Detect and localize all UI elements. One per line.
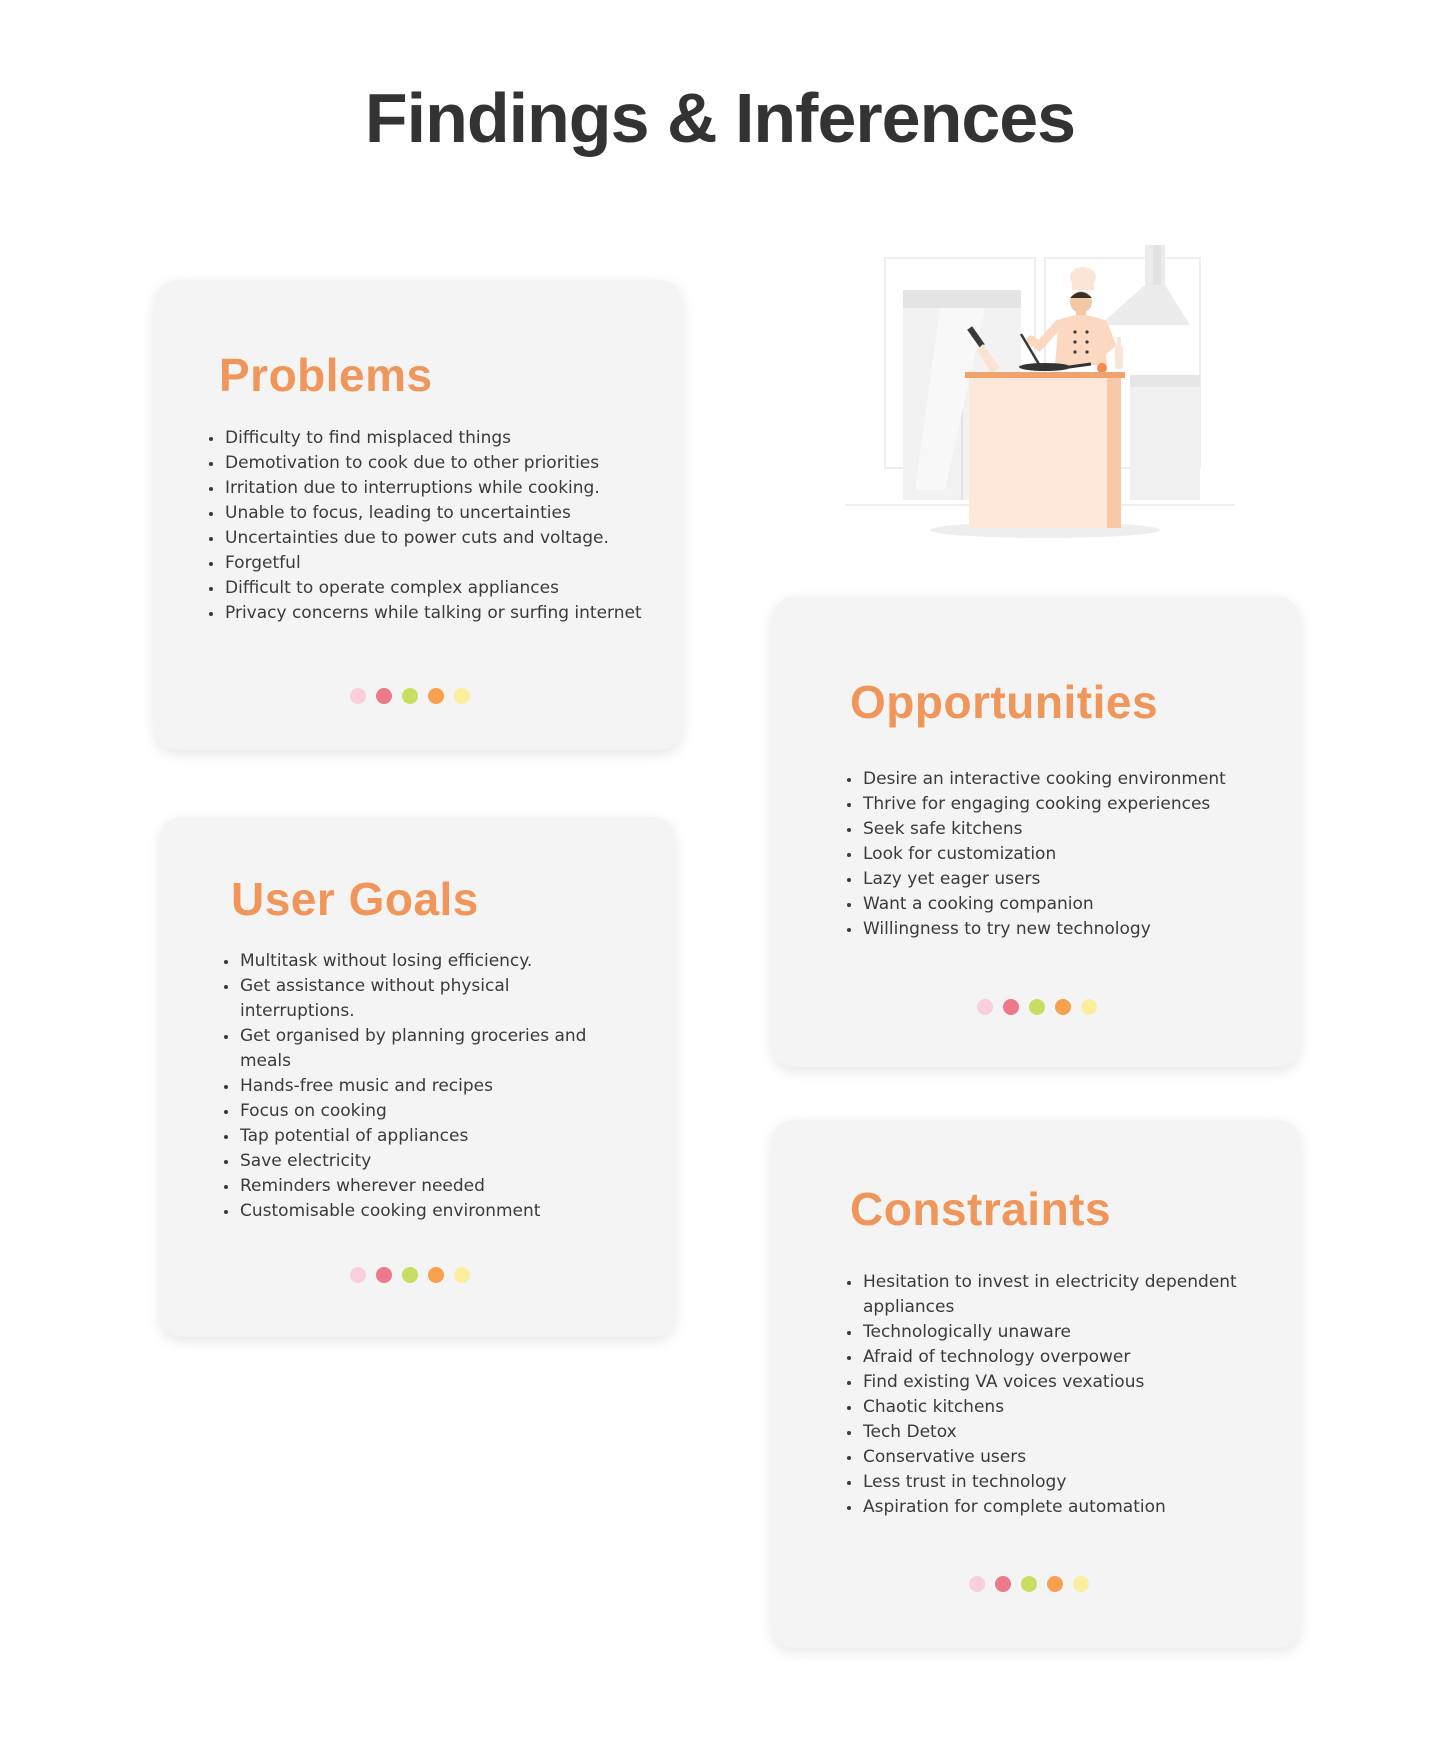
color-dot <box>1055 999 1071 1015</box>
constraints-list <box>845 1270 1265 1520</box>
color-dots <box>969 1576 1089 1592</box>
user-goals-list <box>222 949 622 1224</box>
list-item: Technologically unaware <box>845 1320 1265 1345</box>
color-dot <box>350 688 366 704</box>
list-item: Willingness to try new technology <box>845 917 1226 942</box>
problems-list <box>207 426 642 626</box>
color-dot <box>1081 999 1097 1015</box>
color-dot <box>454 688 470 704</box>
color-dot <box>1073 1576 1089 1592</box>
list-item: Irritation due to interruptions while cooking. <box>207 476 642 501</box>
list-item: Hesitation to invest in electricity dependent appliances <box>845 1270 1265 1320</box>
user-goals-card <box>160 817 675 1337</box>
problems-title: Problems <box>219 349 433 401</box>
list-item: Multitask without losing efficiency. <box>222 949 622 974</box>
list-item: Difficult to operate complex appliances <box>207 576 642 601</box>
list-item: Want a cooking companion <box>845 892 1226 917</box>
list-item: Privacy concerns while talking or surfing internet <box>207 601 642 626</box>
color-dot <box>1029 999 1045 1015</box>
list-item: Focus on cooking <box>222 1099 622 1124</box>
list-item: Find existing VA voices vexatious <box>845 1370 1265 1395</box>
list-item: Desire an interactive cooking environment <box>845 767 1226 792</box>
list-item: Customisable cooking environment <box>222 1199 622 1224</box>
color-dot <box>376 1267 392 1283</box>
list-item: Hands-free music and recipes <box>222 1074 622 1099</box>
color-dot <box>350 1267 366 1283</box>
list-item: Lazy yet eager users <box>845 867 1226 892</box>
list-item: Afraid of technology overpower <box>845 1345 1265 1370</box>
list-item: Get assistance without physical interruptions. <box>222 974 622 1024</box>
color-dot <box>376 688 392 704</box>
constraints-title: Constraints <box>850 1183 1112 1235</box>
opportunities-card <box>772 597 1300 1067</box>
list-item: Reminders wherever needed <box>222 1174 622 1199</box>
list-item: Get organised by planning groceries and meals <box>222 1024 622 1074</box>
color-dot <box>977 999 993 1015</box>
color-dots <box>350 688 470 704</box>
list-item: Conservative users <box>845 1445 1265 1470</box>
list-item: Forgetful <box>207 551 642 576</box>
color-dot <box>402 1267 418 1283</box>
constraints-card <box>772 1120 1300 1648</box>
color-dot <box>402 688 418 704</box>
color-dot <box>1021 1576 1037 1592</box>
list-item: Difficulty to find misplaced things <box>207 426 642 451</box>
list-item: Less trust in technology <box>845 1470 1265 1495</box>
color-dots <box>350 1267 470 1283</box>
list-item: Seek safe kitchens <box>845 817 1226 842</box>
color-dot <box>995 1576 1011 1592</box>
color-dots <box>977 999 1097 1015</box>
chef-cooking-illustration <box>845 240 1235 540</box>
color-dot <box>1047 1576 1063 1592</box>
list-item: Thrive for engaging cooking experiences <box>845 792 1226 817</box>
problems-card <box>155 280 682 750</box>
list-item: Demotivation to cook due to other priorities <box>207 451 642 476</box>
list-item: Tech Detox <box>845 1420 1265 1445</box>
opportunities-list <box>845 767 1226 942</box>
list-item: Uncertainties due to power cuts and voltage. <box>207 526 642 551</box>
list-item: Chaotic kitchens <box>845 1395 1265 1420</box>
opportunities-title: Opportunities <box>850 676 1159 728</box>
list-item: Aspiration for complete automation <box>845 1495 1265 1520</box>
page-title: Findings & Inferences <box>364 79 1076 157</box>
color-dot <box>428 1267 444 1283</box>
list-item: Unable to focus, leading to uncertainties <box>207 501 642 526</box>
color-dot <box>1003 999 1019 1015</box>
list-item: Look for customization <box>845 842 1226 867</box>
list-item: Tap potential of appliances <box>222 1124 622 1149</box>
color-dot <box>454 1267 470 1283</box>
color-dot <box>428 688 444 704</box>
user-goals-title: User Goals <box>231 873 479 925</box>
list-item: Save electricity <box>222 1149 622 1174</box>
color-dot <box>969 1576 985 1592</box>
